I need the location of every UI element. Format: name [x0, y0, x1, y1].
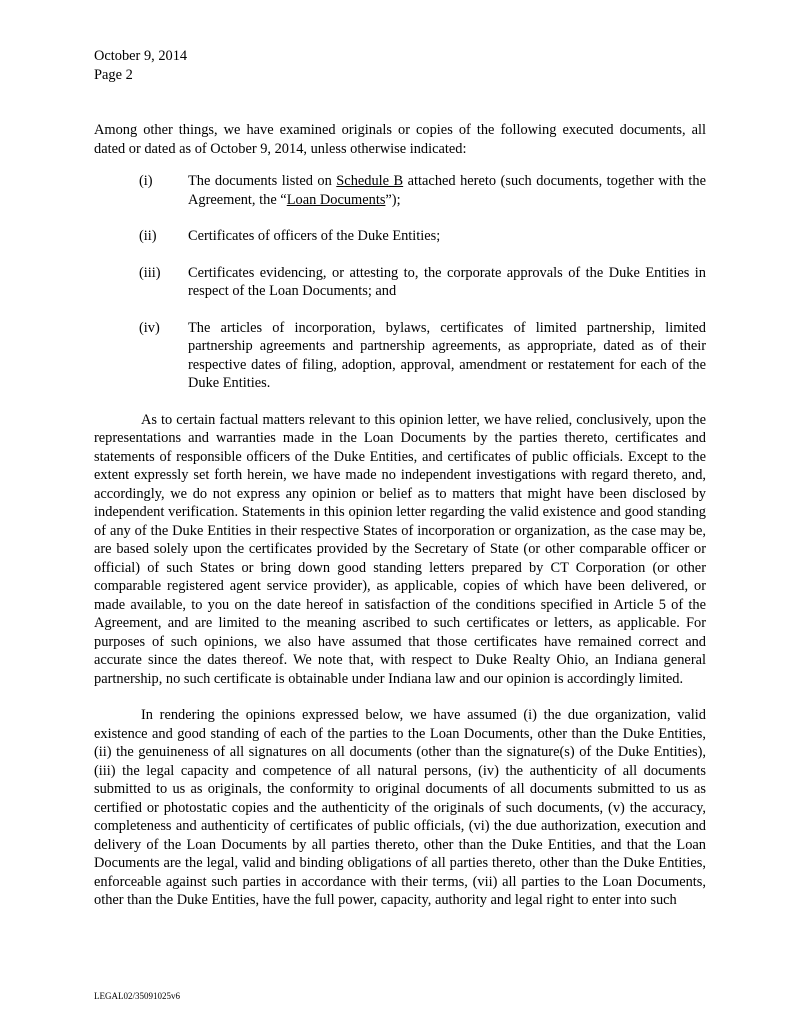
- document-list: [94, 172, 706, 393]
- list-marker: (ii): [139, 228, 157, 244]
- page-header: [94, 47, 187, 84]
- letter-body: [94, 121, 706, 928]
- list-item-text: attached hereto (such documents, together with the Agreement, the “: [188, 173, 706, 208]
- reliance-paragraph: As to certain factual matters relevant to this opinion letter, we have relied, conclusively, upon the representations and warranties made in the Loan Documents by the parties thereto, certificates and statements of responsible officers of the Duke Entities, and certificates of public officials. Except to the extent expressly set forth herein, we have made no independent investigations with regard thereto, and, accordingly, we do not express any opinion or belief as to matters that might have been disclosed by independent verification. Statements in this opinion letter regarding the valid existence and good standing of any of the Duke Entities in their respective States of incorporation or organization, as the case may be, are based solely upon the certificates provided by the Secretary of State (or other comparable officer or official) of such States or bring down good standing letters prepared by CT Corporation (or other comparable registered agent service provider), as applicable, copies of which have been delivered, or made available, to you on the date hereof in satisfaction of the conditions specified in Article 5 of the Agreement, and are limited to the meaning ascribed to such certificates or letters, as applicable. For purposes of such opinions, we also have assumed that those certificates have remained correct and accurate since the dates thereof. We note that, with respect to Duke Realty Ohio, an Indiana general partnership, no such certificate is obtainable under Indiana law and our opinion is accordingly limited.: [94, 411, 706, 687]
- list-item: [94, 172, 706, 209]
- header-page-number: Page 2: [94, 66, 133, 83]
- header-date: October 9, 2014: [94, 48, 188, 64]
- list-marker: (i): [139, 173, 153, 189]
- list-item-text: ”);: [385, 191, 401, 208]
- list-item: [94, 227, 706, 246]
- list-item-text: Certificates evidencing, or attesting to, the corporate approvals of the Duke Entities in respect of the Loan Documents; and: [188, 264, 706, 299]
- list-marker: (iii): [139, 264, 161, 281]
- list-item-text: Certificates of officers of the Duke Entities;: [188, 228, 441, 244]
- list-item-text: The articles of incorporation, bylaws, certificates of limited partnership, limited partnership agreements and partnership agreements, as appropriate, dated as of their respective dates of filing, adoption, approval, amendment or restatement for each of the Duke Entities.: [188, 319, 706, 391]
- intro-paragraph: Among other things, we have examined originals or copies of the following executed documents, all dated or dated as of October 9, 2014, unless otherwise indicated:: [94, 122, 706, 157]
- assumptions-paragraph: In rendering the opinions expressed below, we have assumed (i) the due organization, valid existence and good standing of each of the parties to the Loan Documents, other than the Duke Entities, (ii) the genuineness of all signatures on all documents (other than the signature(s) of the Duke Entities), (iii) the legal capacity and competence of all natural persons, (iv) the authenticity of all documents submitted to us as originals, the conformity to original documents of all documents submitted to us as certified or photostatic copies and the authenticity of the originals of such documents, (v) the accuracy, completeness and authenticity of certificates of public officials, (vi) the due authorization, execution and delivery of the Loan Documents by all parties thereto, other than the Duke Entities, and that the Loan Documents are the legal, valid and binding obligations of all parties thereto, other than the Duke Entities, enforceable against such parties in accordance with their terms, (vii) all parties to the Loan Documents, other than the Duke Entities, have the full power, capacity, authority and legal right to enter into such: [94, 707, 706, 908]
- list-item-text: The documents listed on: [188, 173, 337, 189]
- list-marker: (iv): [139, 319, 160, 336]
- document-footer-id: LEGAL02/35091025v6: [94, 991, 180, 1001]
- loan-documents-term: Loan Documents: [286, 191, 386, 208]
- list-item: [94, 264, 706, 301]
- schedule-b-reference: Schedule B: [336, 173, 404, 189]
- list-item: [94, 319, 706, 393]
